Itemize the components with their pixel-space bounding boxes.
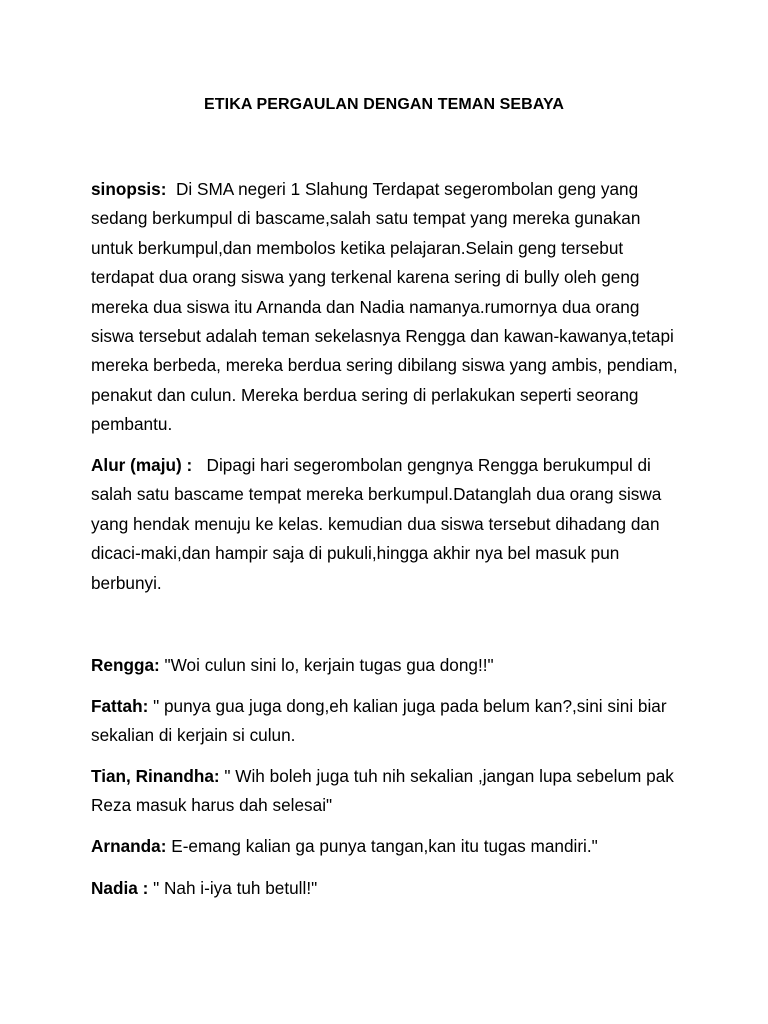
synopsis-label: sinopsis: bbox=[91, 179, 167, 199]
document-title: ETIKA PERGAULAN DENGAN TEMAN SEBAYA bbox=[204, 96, 564, 113]
dialogue-line-fattah bbox=[91, 692, 681, 751]
plot-label: Alur (maju) : bbox=[91, 455, 193, 475]
plot-text: Dipagi hari segerombolan gengnya Rengga berukumpul di salah satu bascame tempat mereka berkumpul.Datanglah dua orang siswa yang hendak menuju ke kelas. kemudian dua siswa tersebut dihadang dan dicaci-maki,dan hampir saja di pukuli,hingga akhir nya bel masuk pun berbunyi. bbox=[91, 455, 662, 593]
dialogue-text: " punya gua juga dong,eh kalian juga pada belum kan?,sini sini biar sekalian di kerjain si culun. bbox=[91, 696, 667, 746]
speaker-name: Nadia : bbox=[91, 878, 149, 898]
synopsis-text: Di SMA negeri 1 Slahung Terdapat segerombolan geng yang sedang berkumpul di bascame,salah satu tempat yang mereka gunakan untuk berkumpul,dan membolos ketika pelajaran.Selain geng tersebut terdapat dua orang siswa yang terkenal karena sering di bully oleh geng mereka dua siswa itu Arnanda dan Nadia namanya.rumornya dua orang siswa tersebut adalah teman sekelasnya Rengga dan kawan-kawanya,tetapi mereka berbeda, mereka berdua sering dibilang siswa yang ambis, pendiam, penakut dan culun. Mereka berdua sering di perlakukan seperti seorang pembantu. bbox=[91, 179, 678, 435]
speaker-name: Tian, Rinandha: bbox=[91, 766, 220, 786]
plot-paragraph bbox=[91, 451, 681, 598]
speaker-name: Arnanda: bbox=[91, 836, 167, 856]
dialogue-text: " Nah i-iya tuh betull!" bbox=[153, 878, 318, 898]
dialogue-line-tian-rinandha bbox=[91, 762, 681, 821]
speaker-name: Rengga: bbox=[91, 655, 160, 675]
dialogue-line-arnanda bbox=[91, 832, 681, 861]
dialogue-line-rengga bbox=[91, 651, 681, 680]
speaker-name: Fattah: bbox=[91, 696, 149, 716]
dialogue-text: "Woi culun sini lo, kerjain tugas gua dong!!" bbox=[164, 655, 494, 675]
synopsis-paragraph bbox=[91, 175, 681, 440]
dialogue-line-nadia bbox=[91, 874, 681, 903]
dialogue-text: " Wih boleh juga tuh nih sekalian ,jangan lupa sebelum pak Reza masuk harus dah selesai" bbox=[91, 766, 674, 816]
dialogue-text: E-emang kalian ga punya tangan,kan itu tugas mandiri." bbox=[171, 836, 598, 856]
